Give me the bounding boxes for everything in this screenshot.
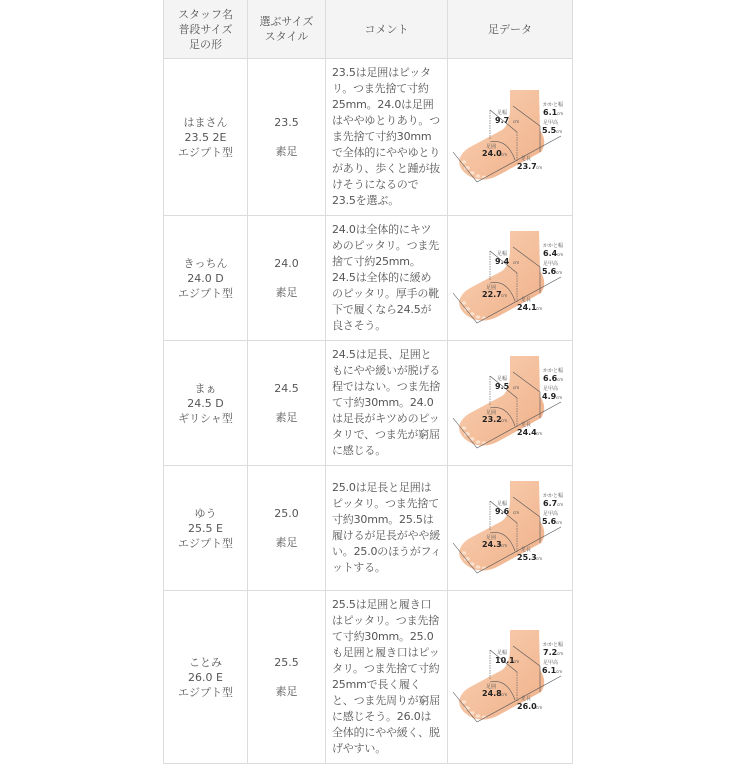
size-cell: [248, 591, 326, 764]
foot-data-cell: [448, 216, 573, 341]
length-value: 24.1: [516, 302, 537, 312]
girth-value: 23.2: [481, 414, 502, 424]
staff-cell: [164, 59, 248, 216]
table-row: [164, 59, 573, 216]
heel-width-value: 6.4: [542, 248, 557, 258]
foot-shape: ギリシャ型: [178, 411, 233, 425]
header-style: スタイル: [264, 30, 309, 43]
length-label: 足長: [520, 695, 531, 702]
instep-value: 5.6: [541, 266, 556, 276]
header-foot-data: 足データ: [448, 0, 573, 59]
foot-diagram: [449, 85, 572, 190]
size-cell: [248, 466, 326, 591]
unit-label: cm: [555, 394, 562, 400]
foot-diagram: [449, 625, 572, 730]
size-cell: [248, 341, 326, 466]
heel-width-label: かかと幅: [542, 641, 563, 648]
size-cell: [248, 59, 326, 216]
girth-value: 24.8: [481, 688, 502, 698]
header-chosen-size: 選ぶサイズ: [259, 15, 314, 28]
style: 素足: [275, 145, 298, 158]
foot-shape: エジプト型: [178, 286, 233, 300]
heel-width-value: 7.2: [542, 647, 557, 657]
usual-size: 25.5 E: [188, 521, 223, 535]
length-label: 足長: [520, 546, 531, 553]
staff-name: ことみ: [189, 655, 222, 669]
comment-cell: 25.5は足囲と履き口はピッタリ。つま先捨て寸約30mm。25.0も足囲と履き口はピッタリ。つま先捨て寸約25mmで長く履くと、つま先周りが窮屈に感じそう。26.0は全体的にやや緩く、脱げやすい。: [326, 591, 448, 764]
chosen-size: 23.5: [274, 116, 299, 129]
unit-label: cm: [500, 292, 507, 298]
foot-data-cell: [448, 59, 573, 216]
unit-label: cm: [500, 542, 507, 548]
instep-label: 足甲高: [542, 510, 558, 517]
length-value: 23.7: [516, 161, 537, 171]
unit-label: cm: [512, 384, 519, 390]
foot-diagram: [449, 476, 572, 581]
unit-label: cm: [535, 305, 542, 311]
staff-name: ゆう: [194, 506, 217, 520]
foot-shape: エジプト型: [178, 145, 233, 159]
table-row: [164, 216, 573, 341]
header-usual-size: 普段サイズ: [178, 22, 233, 36]
unit-label: cm: [500, 151, 507, 157]
instep-value: 5.5: [541, 125, 556, 135]
unit-label: cm: [500, 417, 507, 423]
unit-label: cm: [535, 704, 542, 710]
unit-label: cm: [535, 430, 542, 436]
staff-cell: [164, 341, 248, 466]
foot-width-label: 足幅: [496, 649, 507, 656]
instep-label: 足甲高: [542, 260, 558, 267]
unit-label: cm: [500, 691, 507, 697]
foot-width-label: 足幅: [496, 109, 507, 116]
instep-label: 足甲高: [542, 385, 558, 392]
foot-shape: エジプト型: [178, 685, 233, 699]
unit-label: cm: [512, 118, 519, 124]
style: 素足: [275, 685, 298, 698]
table-row: [164, 466, 573, 591]
foot-width-value: 9.5: [494, 381, 509, 391]
unit-label: cm: [555, 668, 562, 674]
instep-value: 6.1: [541, 665, 556, 675]
foot-data-cell: [448, 591, 573, 764]
girth-value: 24.0: [481, 148, 502, 158]
unit-label: cm: [535, 555, 542, 561]
unit-label: cm: [512, 259, 519, 265]
chosen-size: 25.0: [274, 507, 299, 520]
instep-label: 足甲高: [542, 119, 558, 126]
heel-width-value: 6.1: [542, 107, 557, 117]
instep-value: 4.9: [541, 391, 556, 401]
staff-name: きっちん: [183, 256, 228, 270]
comment-cell: 23.5は足囲はピッタリ。つま先捨て寸約25mm。24.0は足囲はややゆとりあり。つま先捨て寸約30mmで全体的にややゆとりがあり、歩くと踵が抜けそうになるので23.5を選ぶ。: [326, 59, 448, 216]
foot-shape: エジプト型: [178, 536, 233, 550]
foot-width-label: 足幅: [496, 375, 507, 382]
heel-width-value: 6.7: [542, 498, 557, 508]
unit-label: cm: [555, 269, 562, 275]
girth-value: 24.3: [481, 539, 502, 549]
length-label: 足長: [520, 296, 531, 303]
header-staff-name: スタッフ名: [178, 7, 233, 21]
foot-width-value: 9.6: [494, 506, 509, 516]
length-value: 26.0: [516, 701, 537, 711]
girth-label: 足囲: [485, 284, 496, 291]
foot-width-value: 9.7: [494, 115, 509, 125]
staff-name: まぁ: [194, 381, 217, 395]
girth-label: 足囲: [485, 534, 496, 541]
heel-width-label: かかと幅: [542, 242, 563, 249]
chosen-size: 24.5: [274, 382, 299, 395]
unit-label: cm: [556, 251, 563, 257]
unit-label: cm: [555, 128, 562, 134]
girth-label: 足囲: [485, 683, 496, 690]
header-size: [248, 0, 326, 59]
foot-width-value: 10.1: [494, 655, 515, 665]
length-value: 25.3: [516, 552, 537, 562]
style: 素足: [275, 536, 298, 549]
size-cell: [248, 216, 326, 341]
unit-label: cm: [556, 650, 563, 656]
unit-label: cm: [512, 509, 519, 515]
instep-value: 5.6: [541, 516, 556, 526]
header-foot-shape: 足の形: [189, 37, 222, 51]
usual-size: 26.0 E: [188, 670, 223, 684]
staff-name: はまさん: [183, 115, 228, 129]
girth-label: 足囲: [485, 143, 496, 150]
usual-size: 24.5 D: [187, 396, 224, 410]
unit-label: cm: [556, 376, 563, 382]
heel-width-label: かかと幅: [542, 367, 563, 374]
style: 素足: [275, 411, 298, 424]
header-comment: コメント: [326, 0, 448, 59]
comment-cell: 24.0は全体的にキツめのピッタリ。つま先捨て寸約25mm。24.5は全体的に緩めのピッタリ。厚手の靴下で履くなら24.5が良さそう。: [326, 216, 448, 341]
heel-width-value: 6.6: [542, 373, 557, 383]
foot-diagram: [449, 226, 572, 331]
staff-cell: [164, 591, 248, 764]
header-staff: [164, 0, 248, 59]
usual-size: 24.0 D: [187, 271, 224, 285]
usual-size: 23.5 2E: [184, 130, 227, 144]
unit-label: cm: [512, 658, 519, 664]
girth-value: 22.7: [481, 289, 502, 299]
unit-label: cm: [535, 164, 542, 170]
unit-label: cm: [556, 110, 563, 116]
foot-width-label: 足幅: [496, 250, 507, 257]
comment-cell: 24.5は足長、足囲ともにやや緩いが脱げる程ではない。つま先捨て寸約30mm。24.0は足長がキツめのピッタリで、つま先が窮屈に感じる。: [326, 341, 448, 466]
length-value: 24.4: [516, 427, 537, 437]
unit-label: cm: [555, 519, 562, 525]
foot-width-label: 足幅: [496, 500, 507, 507]
table-row: [164, 341, 573, 466]
foot-data-cell: [448, 466, 573, 591]
staff-cell: [164, 466, 248, 591]
length-label: 足長: [520, 155, 531, 162]
staff-cell: [164, 216, 248, 341]
table-row: [164, 591, 573, 764]
girth-label: 足囲: [485, 409, 496, 416]
foot-diagram: [449, 351, 572, 456]
instep-label: 足甲高: [542, 659, 558, 666]
header-row: [164, 0, 573, 59]
chosen-size: 24.0: [274, 257, 299, 270]
size-comparison-table: [163, 0, 573, 764]
heel-width-label: かかと幅: [542, 101, 563, 108]
foot-width-value: 9.4: [494, 256, 509, 266]
style: 素足: [275, 286, 298, 299]
unit-label: cm: [556, 501, 563, 507]
chosen-size: 25.5: [274, 656, 299, 669]
foot-data-cell: [448, 341, 573, 466]
length-label: 足長: [520, 421, 531, 428]
comment-cell: 25.0は足長と足囲はピッタリ。つま先捨て寸約30mm。25.5は履けるが足長がやや緩い。25.0のほうがフィットする。: [326, 466, 448, 591]
heel-width-label: かかと幅: [542, 492, 563, 499]
